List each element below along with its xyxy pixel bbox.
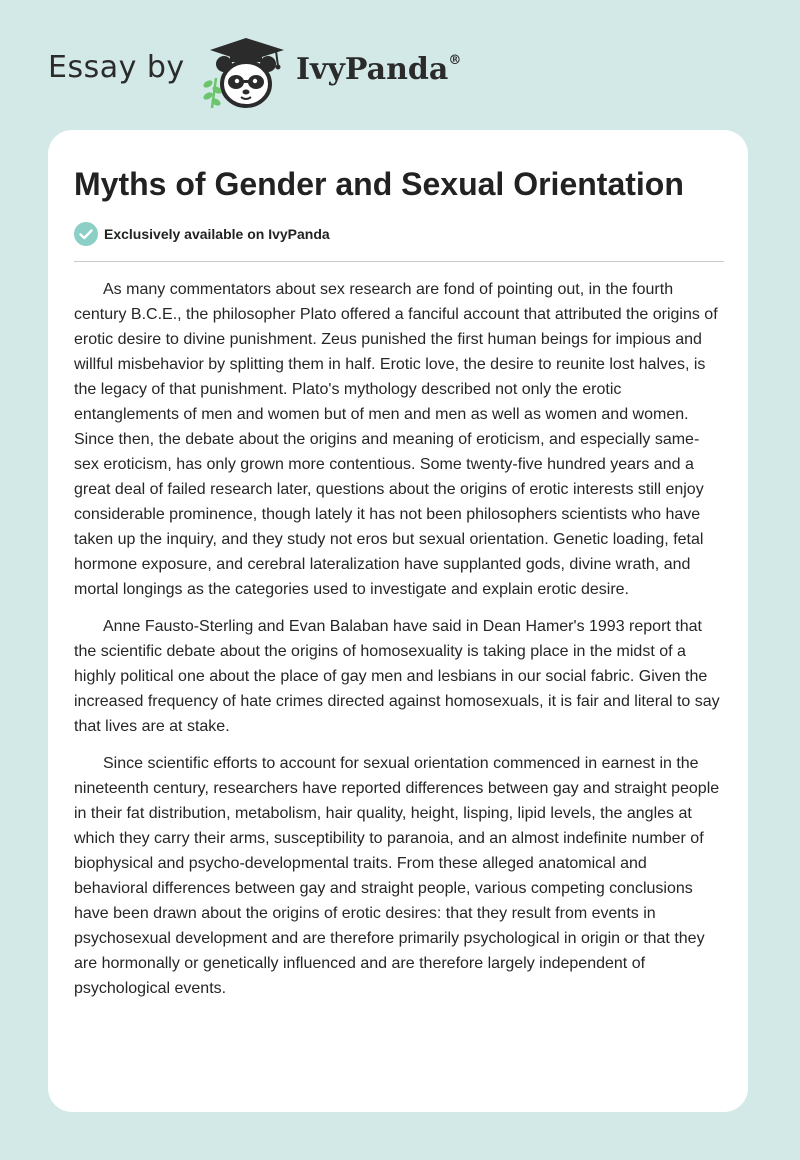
- article-card: [48, 130, 748, 1112]
- paragraph: Since scientific efforts to account for sexual orientation commenced in earnest in the nineteenth century, researchers have reported differences between gay and straight people in their fat distribution, metabolism, hair quality, height, lisping, lipid levels, the angles at which they carry their arms, susceptibility to paranoia, and an almost indefinite number of biophysical and psycho-developmental traits. From these alleged anatomical and behavioral differences between gay and straight people, various competing conclusions have been drawn about the origins of erotic desires: that they result from events in psychosexual development and are therefore primarily psychological in origin or that they are hormonally or genetically influenced and are therefore largely independent of psychological events.: [74, 755, 720, 997]
- essay-body: [74, 277, 724, 1013]
- exclusive-badge-text: Exclusively available on IvyPanda: [104, 226, 330, 242]
- essay-by-label: Essay by: [48, 50, 185, 85]
- brand-name-text: IvyPanda: [296, 52, 449, 87]
- check-circle-icon: [74, 222, 98, 246]
- registered-mark: ®: [448, 53, 462, 68]
- site-header: [0, 0, 800, 130]
- title-divider: [74, 261, 724, 262]
- panda-graduation-cap-icon[interactable]: [200, 34, 292, 112]
- paragraph: As many commentators about sex research are fond of pointing out, in the fourth century B.C.E., the philosopher Plato offered a fanciful account that attributed the origins of erotic desire to divine punishment. Zeus punished the first human beings for impious and willful misbehavior by splitting them in half. Erotic love, the desire to reunite lost halves, is the legacy of that punishment. Plato's mythology described not only the erotic entanglements of men and women but of men and men as well as women and women. Since then, the debate about the origins and meaning of eroticism, and especially same-sex eroticism, has only grown more contentious. Some twenty-five hundred years and a great deal of failed research later, questions about the origins of erotic interests still enjoy considerable prominence, though lately it has not been philosophers scientists who have taken up the inquiry, and they study not eros but sexual orientation. Genetic loading, fetal hormone exposure, and cerebral lateralization have supplanted gods, divine wrath, and mortal longings as the categories used to investigate and explain erotic desire.: [74, 281, 718, 598]
- page-title: Myths of Gender and Sexual Orientation: [74, 166, 684, 202]
- brand-name[interactable]: [296, 52, 461, 87]
- exclusive-badge: [74, 222, 330, 246]
- paragraph: Anne Fausto-Sterling and Evan Balaban have said in Dean Hamer's 1993 report that the scientific debate about the origins of homosexuality is taking place in the midst of a highly political one about the place of gay men and lesbians in our social fabric. Given the increased frequency of hate crimes directed against homosexuals, it is fair and literal to say that lives are at stake.: [74, 618, 720, 735]
